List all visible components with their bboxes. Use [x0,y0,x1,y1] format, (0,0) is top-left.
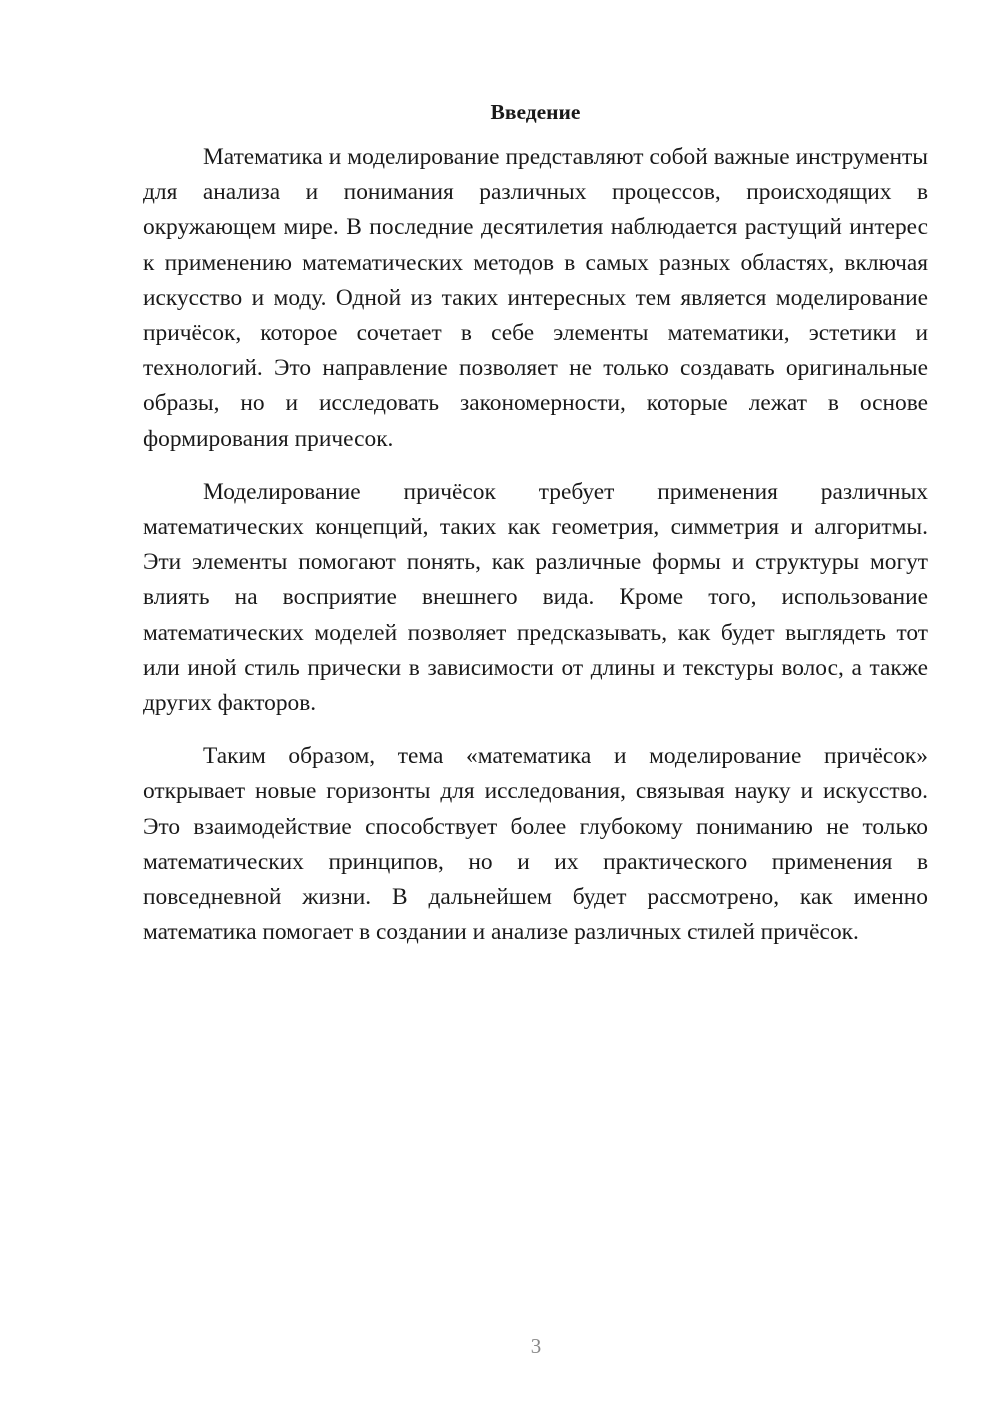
page-number: 3 [530,1334,542,1358]
page-content [143,96,928,950]
paragraph-2: Моделирование причёсок требует применения различных математических концепций, таких как геометрия, симметрия и алгоритмы. Эти элементы помогают понять, как различные формы и структуры могут влиять на восприятие внешнего вида. Кроме того, использование математических моделей позволяет предсказывать, как будет выглядеть тот или иной стиль прически в зависимости от длины и текстуры волос, а также других факторов. [143,478,928,717]
section-heading: Введение [490,100,581,124]
paragraph-3: Таким образом, тема «математика и моделирование причёсок» открывает новые горизонты для исследования, связывая науку и искусство. Это взаимодействие способствует более глубокому пониманию не только математических принципов, но и их практического применения в повседневной жизни. В дальнейшем будет рассмотрено, как именно математика помогает в создании и анализе различных стилей причёсок. [143,743,928,946]
paragraph-1: Математика и моделирование представляют собой важные инструменты для анализа и понимания различных процессов, происходящих в окружающем мире. В последние десятилетия наблюдается растущий интерес к применению математических методов в самых разных областях, включая искусство и моду. Одной из таких интересных тем является моделирование причёсок, которое сочетает в себе элементы математики, эстетики и технологий. Это направление позволяет не только создавать оригинальные образы, но и исследовать закономерности, которые лежат в основе формирования причесок. [143,144,928,452]
